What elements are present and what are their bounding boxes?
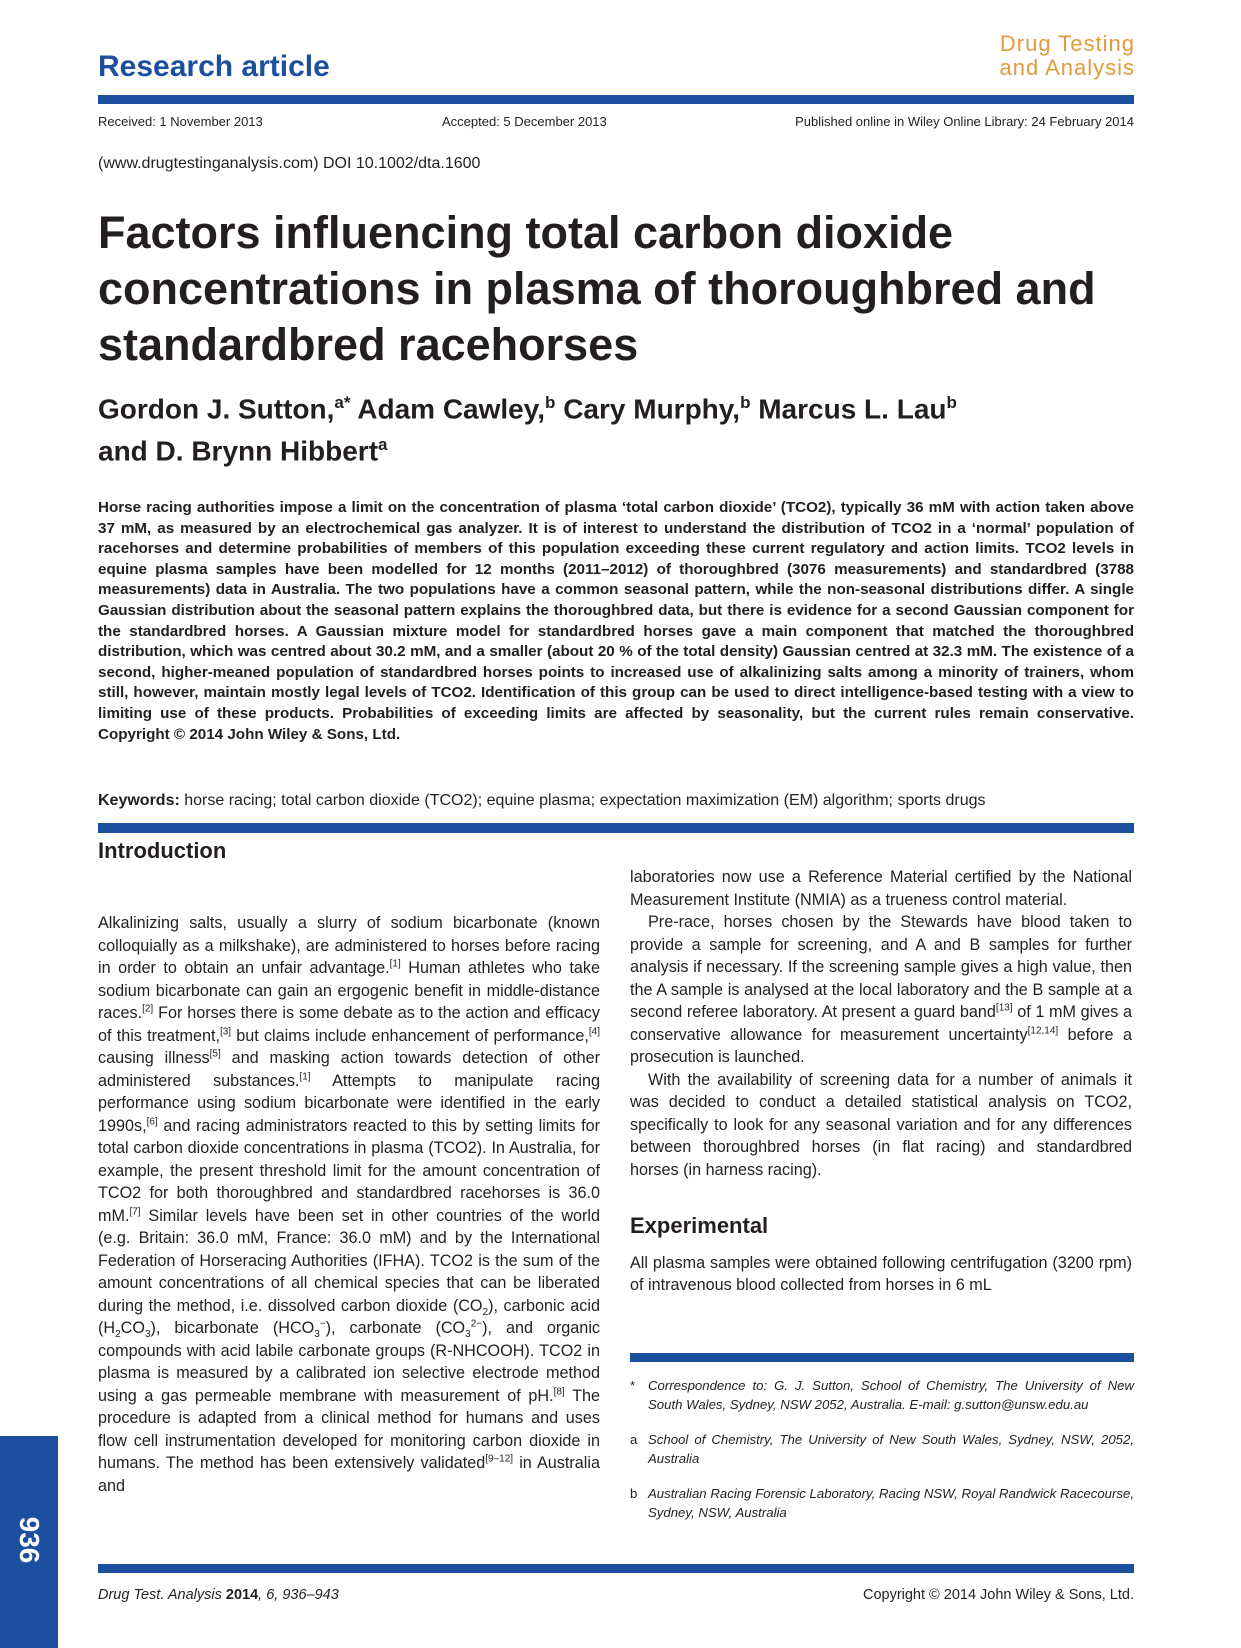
author-affiliation-mark: a* [334, 393, 351, 412]
author: Gordon J. Sutton, [98, 393, 335, 425]
journal-logo-line1: Drug Testing [999, 31, 1135, 56]
citation[interactable]: [9–12] [485, 1453, 514, 1465]
journal-logo [935, 32, 1135, 80]
right-column-body [630, 866, 1132, 1297]
accepted-date: Accepted: 5 December 2013 [442, 114, 607, 129]
footnote-affiliation-a [630, 1430, 1134, 1468]
footnote-mark: * [630, 1378, 636, 1393]
introduction-body [98, 912, 600, 1497]
keywords-list: horse racing; total carbon dioxide (TCO2); equine plasma; expectation maximization (EM) algorithm; sports drugs [179, 792, 986, 809]
footnote-affiliation-b [630, 1484, 1134, 1522]
citation[interactable]: [8] [553, 1386, 565, 1398]
footnote-correspondence [630, 1376, 1134, 1414]
abstract: Horse racing authorities impose a limit on the concentration of plasma ‘total carbon dioxide’ (TCO2), typically 36 mM with action taken above 37 mM, as measured by an electrochemical gas analyzer. It is of interest to understand the distribution of TCO2 in a ‘normal’ population of racehorses and determine probabilities of members of this population exceeding these current regulatory and action limits. TCO2 levels in equine plasma samples have been modelled for 12 months (2011–2012) of thoroughbred (3076 measurements) and standardbred (3788 measurements) data in Australia. The two populations have a common seasonal pattern, while the non-seasonal distributions differ. A single Gaussian distribution about the seasonal pattern explains the thoroughbred data, but there is evidence for a second Gaussian component for the standardbred horses. A Gaussian mixture model for standardbred horses gave a main component that matched the thoroughbred distribution, which was centred about 30.2 mM, and a smaller (about 20 % of the total density) Gaussian centred at 32.3 mM. The existence of a second, higher-meaned population of standardbred horses points to increased use of alkalinizing salts among a minority of trainers, whom still, however, maintain mostly legal levels of TCO2. Identification of this group can be used to direct intelligence-based testing with a view to limiting use of these products. Probabilities of exceeding limits are affected by seasonality, but the current rules remain conservative. Copyright © 2014 John Wiley & Sons, Ltd. [98, 499, 1134, 743]
author: Adam Cawley, [357, 393, 546, 425]
citation[interactable]: [4] [588, 1026, 600, 1038]
footnote-rule [630, 1353, 1134, 1362]
experimental-heading: Experimental [630, 1213, 769, 1238]
paragraph: laboratories now use a Reference Material certified by the National Measurement Institute (NMIA) as a trueness control material. [630, 868, 1132, 909]
footer-citation: Drug Test. Analysis 2014, 6, 936–943 [98, 1587, 339, 1603]
citation[interactable]: [5] [209, 1048, 221, 1060]
citation[interactable]: [7] [129, 1206, 141, 1218]
footer-copyright: Copyright © 2014 John Wiley & Sons, Ltd. [862, 1587, 1134, 1603]
citation[interactable]: [1] [389, 958, 401, 970]
keywords-label: Keywords: [98, 792, 180, 809]
publication-dates [98, 114, 1134, 134]
footnote-mark: a [630, 1432, 638, 1447]
doi-line[interactable]: (www.drugtestinganalysis.com) DOI 10.1002/dta.1600 [98, 155, 481, 172]
author-affiliation-mark: b [545, 393, 556, 412]
author: and D. Brynn Hibbert [98, 435, 379, 467]
article-title: Factors influencing total carbon dioxide concentrations in plasma of thoroughbred and standardbred racehorses [98, 207, 1096, 370]
citation[interactable]: [12,14] [1027, 1025, 1059, 1037]
author-affiliation-mark: a [378, 435, 388, 455]
citation[interactable]: [3] [219, 1026, 232, 1038]
introduction-heading-wrap [98, 838, 226, 864]
footnote-text: School of Chemistry, The University of New South Wales, Sydney, NSW, 2052, Australia [648, 1432, 1134, 1466]
citation[interactable]: [1] [299, 1071, 311, 1083]
received-date: Received: 1 November 2013 [98, 114, 263, 129]
footnote-text: Australian Racing Forensic Laboratory, Racing NSW, Royal Randwick Racecourse, Sydney, NSW, Australia [648, 1486, 1134, 1520]
citation[interactable]: [6] [146, 1116, 158, 1128]
page-number: 936 [14, 1516, 45, 1564]
footer-rule [98, 1564, 1134, 1573]
header-rule [98, 95, 1134, 104]
introduction-paragraph: Alkalinizing salts, usually a slurry of sodium bicarbonate (known colloquially as a milkshake), are administered to horses before racing in order to obtain an unfair advantage.[1] Human athletes who take sodium bicarbonate can gain an ergogenic benefit in middle-distance races.[2] For horses there is some debate as to the action and efficacy of this treatment,[3] but claims include enhancement of performance,[4] causing illness[5] and masking action towards detection of other administered substances.[1] Attempts to manipulate racing performance using sodium bicarbonate were identified in the early 1990s,[6] and racing administrators reacted to this by setting limits for total carbon dioxide concentrations in plasma (TCO2). In Australia, for example, the present threshold limit for the amount concentration of TCO2 for both thoroughbred and standardbred racehorses is 36.0 mM.[7] Similar levels have been set in other countries of the world (e.g. Britain: 36.0 mM, France: 36.0 mM) and by the International Federation of Horseracing Authorities (IFHA). TCO2 is the sum of the amount concentrations of all chemical species that can be liberated during the method, i.e. dissolved carbon dioxide $(CO_2)$, carbonic acid $(H_2CO_3)$, bicarbonate $(HCO_3^-)$, carbonate $(CO_3^{2-})$, and organic compounds with acid labile carbonate groups (R-NHCOOH). TCO2 in plasma is measured by a calibrated ion selective electrode method using a gas permeable membrane with measurement of pH.[8] The procedure is adapted from a clinical method for humans and uses flow cell instrumentation developed for monitoring carbon dioxide in humans. The method has been extensively validated[9–12] in Australia and [98, 914, 601, 1495]
paragraph: Pre-race, horses chosen by the Stewards have blood taken to provide a sample for screening, and A and B samples for further analysis if necessary. If the screening sample gives a high value, then the A sample is analysed at the local laboratory and the B sample at a second referee laboratory. At present a guard band[13] of 1 mM gives a conservative allowance for measurement uncertainty[12,14] before a prosecution is launched. [630, 913, 1132, 1066]
author-list [98, 385, 1098, 470]
author-affiliation-mark: b [946, 393, 957, 412]
section-rule [98, 823, 1134, 833]
author: Marcus L. Lau [758, 393, 947, 425]
author: Cary Murphy, [563, 393, 741, 425]
citation[interactable]: [13] [995, 1002, 1013, 1014]
author-affiliation-mark: b [740, 393, 751, 412]
published-date: Published online in Wiley Online Library: 24 February 2014 [795, 114, 1134, 129]
keywords [98, 792, 1134, 810]
paragraph: All plasma samples were obtained following centrifugation (3200 rpm) of intravenous blood collected from horses in 6 mL [630, 1253, 1132, 1294]
paragraph: With the availability of screening data for a number of animals it was decided to conduct a detailed statistical analysis on TCO2, specifically to look for any seasonal variation and for any differences between thoroughbred horses (in flat racing) and standardbred horses (in harness racing). [630, 1070, 1132, 1179]
citation[interactable]: [2] [142, 1003, 154, 1015]
journal-logo-line2: and Analysis [999, 55, 1135, 80]
footnote-mark: b [630, 1486, 638, 1501]
introduction-heading: Introduction [98, 838, 227, 863]
section-label: Research article [98, 50, 330, 83]
footnote-text: Correspondence to: G. J. Sutton, School of Chemistry, The University of New South Wales, Sydney, NSW 2052, Australia. E-mail: g.sutton@unsw.edu.au [648, 1378, 1134, 1412]
